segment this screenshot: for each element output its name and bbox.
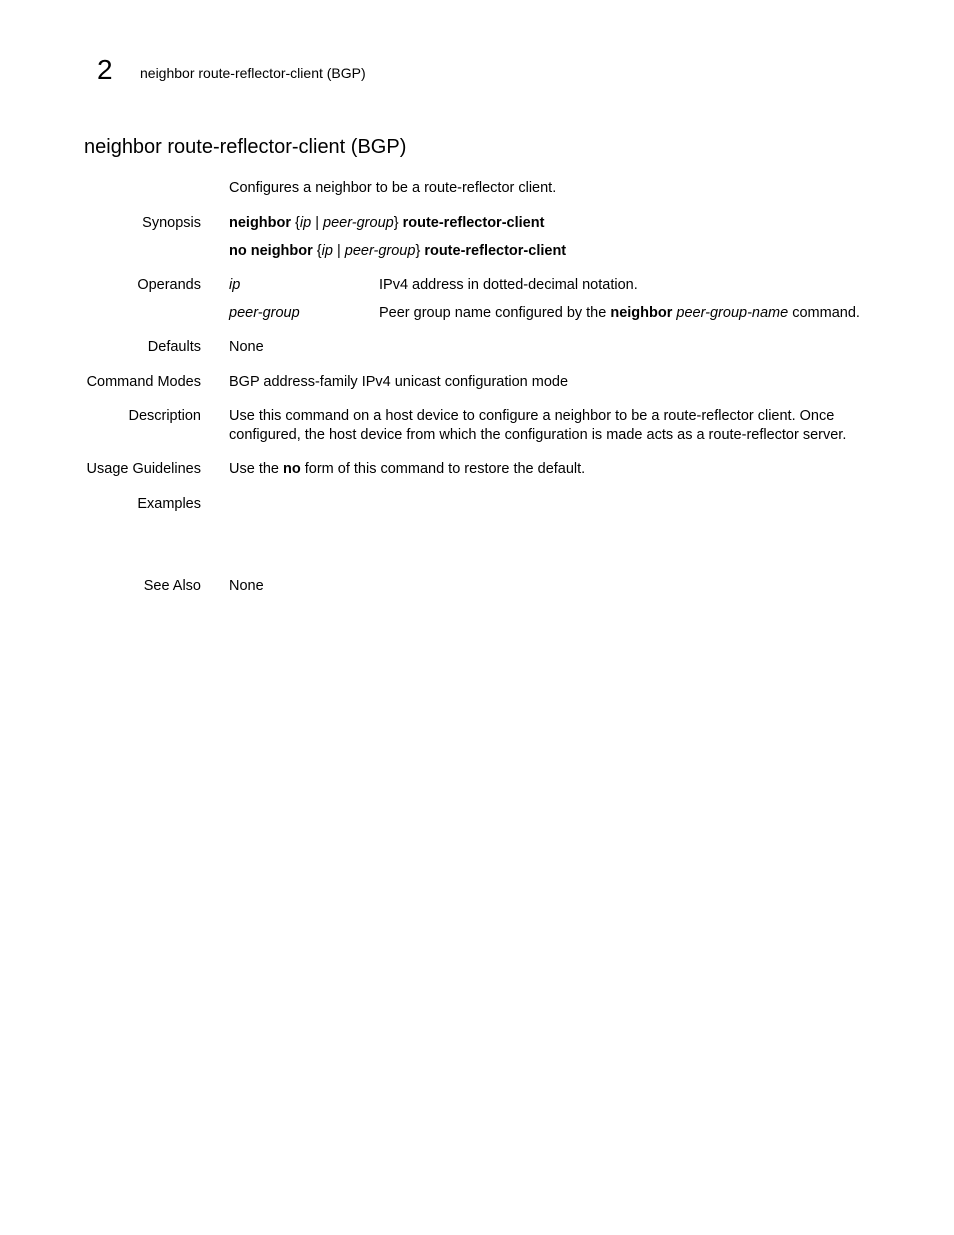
desc-text: command. xyxy=(788,305,860,321)
operand-description: IPv4 address in dotted-decimal notation. xyxy=(379,277,638,293)
pipe-separator: | xyxy=(332,243,345,259)
running-header: neighbor route-reflector-client (BGP) xyxy=(140,65,366,81)
operands-label: Operands xyxy=(137,277,201,293)
defaults-value: None xyxy=(229,339,264,355)
pipe-separator: | xyxy=(311,215,324,231)
desc-text: Peer group name configured by the xyxy=(379,305,611,321)
synopsis-label: Synopsis xyxy=(142,215,201,231)
chapter-number: 2 xyxy=(97,54,113,85)
brace-close: } xyxy=(415,243,425,259)
synopsis-line-1 xyxy=(229,214,889,233)
defaults-label: Defaults xyxy=(147,339,201,355)
desc-arg: peer-group-name xyxy=(676,305,789,321)
brace-open: { xyxy=(312,243,322,259)
synopsis-keyword: route-reflector-client xyxy=(424,243,567,259)
see-also-value: None xyxy=(229,578,264,594)
synopsis-arg: ip xyxy=(321,243,333,259)
description-line: configured, the host device from which the configuration is made acts as a route-reflector server. xyxy=(229,427,847,443)
description-line: Use this command on a host device to configure a neighbor to be a route-reflector client. Once xyxy=(229,408,835,424)
operand-description xyxy=(379,304,899,323)
synopsis-line-2 xyxy=(229,242,889,261)
operand-name-text: peer-group xyxy=(229,305,300,321)
usage-label: Usage Guidelines xyxy=(86,461,201,477)
synopsis-arg: peer-group xyxy=(344,243,416,259)
usage-text xyxy=(229,460,889,479)
intro-text: Configures a neighbor to be a route-reflector client. xyxy=(229,180,557,196)
description-text xyxy=(229,407,889,445)
command-modes-value: BGP address-family IPv4 unicast configuration mode xyxy=(229,374,569,390)
see-also-label: See Also xyxy=(143,578,201,594)
description-label: Description xyxy=(128,408,201,424)
synopsis-arg: peer-group xyxy=(323,215,394,231)
operand-name-text: ip xyxy=(229,277,241,293)
command-modes-label: Command Modes xyxy=(86,374,201,390)
examples-label: Examples xyxy=(137,496,201,512)
desc-keyword: neighbor xyxy=(610,305,673,321)
usage-pre: Use the xyxy=(229,461,283,477)
brace-close: } xyxy=(393,215,403,231)
synopsis-keyword: no neighbor xyxy=(229,243,313,259)
synopsis-keyword: route-reflector-client xyxy=(402,215,545,231)
brace-open: { xyxy=(291,215,300,231)
synopsis-keyword: neighbor xyxy=(229,215,292,231)
page-title: neighbor route-reflector-client (BGP) xyxy=(84,136,407,158)
usage-keyword: no xyxy=(283,461,301,477)
synopsis-arg: ip xyxy=(299,215,312,231)
usage-post: form of this command to restore the default. xyxy=(300,461,586,477)
